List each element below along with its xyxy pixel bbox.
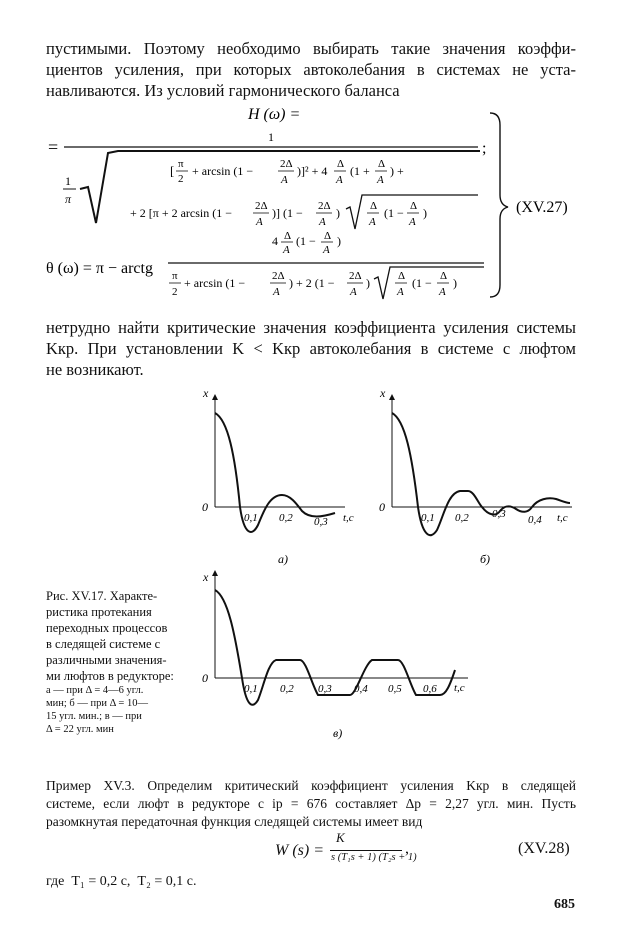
- caption-line: ми люфтов в редукторе:: [46, 669, 174, 683]
- caption-line: различными значения-: [46, 653, 167, 667]
- svg-text:A: A: [377, 174, 384, 186]
- svg-text:2Δ: 2Δ: [255, 200, 268, 212]
- subfigure-label-c: в): [333, 726, 343, 740]
- svg-text:2Δ: 2Δ: [318, 200, 331, 212]
- caption-line: ристика протекания: [46, 605, 152, 619]
- theta-omega-label: θ (ω) = π − arctg: [46, 260, 153, 277]
- x-axis-label: t,c: [454, 682, 465, 694]
- response-curve-a: [215, 413, 335, 532]
- tick-label: 0,4: [354, 683, 368, 695]
- svg-text:2Δ: 2Δ: [272, 270, 285, 282]
- svg-text:2: 2: [172, 286, 178, 298]
- plot-a: [202, 386, 354, 566]
- svg-text:2Δ: 2Δ: [280, 158, 293, 170]
- x-axis-label: t,c: [343, 512, 354, 524]
- svg-text:A: A: [256, 216, 263, 228]
- svg-text:1: 1: [268, 130, 274, 144]
- zero-label: 0: [202, 671, 208, 685]
- svg-text:Δ: Δ: [398, 270, 406, 282]
- intro-paragraph: [46, 38, 576, 101]
- tick-label: 0,3: [492, 508, 506, 520]
- text-line: пустимыми. Поэтому необходимо выбирать такие значения коэффи-: [46, 39, 576, 58]
- svg-text:+ arcsin (1 −: + arcsin (1 −: [184, 276, 246, 290]
- svg-text:4: 4: [272, 234, 278, 248]
- svg-text:A: A: [409, 216, 416, 228]
- caption-line: в следящей системе с: [46, 637, 161, 651]
- svg-text:Δ: Δ: [410, 200, 418, 212]
- caption-line: переходных процессов: [46, 621, 168, 635]
- caption-note: Δ = 22 угл. мин: [46, 724, 114, 735]
- where-line: где T₁ = 0,2 с, T₂ = 0,1 с.: [46, 874, 197, 889]
- page-number: 685: [554, 897, 575, 912]
- text-line: не возникают.: [46, 360, 144, 379]
- svg-text:)] (1 −: )] (1 −: [272, 206, 303, 220]
- after-paragraph: [46, 317, 576, 380]
- equation-number-xv27: (XV.27): [516, 199, 568, 216]
- y-axis-label: x: [203, 386, 209, 400]
- svg-text:;: ;: [482, 140, 487, 157]
- text-line: нетрудно найти критические значения коэффициента усиления системы: [46, 318, 576, 337]
- svg-text:A: A: [350, 286, 357, 298]
- text-line: разомкнутая передаточная функция следящей системы имеет вид: [46, 814, 423, 829]
- eq28-denominator: s (T₁s + 1) (T₂s + 1): [331, 852, 417, 863]
- tick-label: 0,3: [314, 516, 328, 528]
- svg-text:A: A: [397, 286, 404, 298]
- example-paragraph: [46, 777, 576, 831]
- plot-b: [379, 386, 572, 566]
- svg-text:) +: ) +: [390, 164, 404, 178]
- svg-text:A: A: [283, 244, 290, 256]
- figure-caption: [46, 588, 196, 736]
- svg-text:+ arcsin (1 −: + arcsin (1 −: [192, 164, 254, 178]
- svg-text:A: A: [319, 216, 326, 228]
- tick-label: 0,1: [244, 512, 258, 524]
- tick-label: 0,2: [455, 512, 469, 524]
- svg-text:π: π: [172, 270, 178, 282]
- svg-text:=: =: [48, 137, 59, 157]
- tick-label: 0,4: [528, 514, 542, 526]
- svg-text:π: π: [65, 192, 72, 206]
- zero-label: 0: [202, 500, 208, 514]
- tick-label: 0,1: [421, 512, 435, 524]
- text-line: Kкр. При установлении K < Kкр автоколебания в системе с люфтом: [46, 339, 576, 358]
- svg-text:A: A: [439, 286, 446, 298]
- text-line: Пример XV.3. Определим критический коэффициент усиления Kкр в следящей: [46, 778, 576, 793]
- svg-text:Δ: Δ: [284, 230, 292, 242]
- svg-text:(1 −: (1 −: [384, 206, 404, 220]
- eq28-lhs: W (s) =: [275, 842, 325, 859]
- svg-text:): ): [337, 234, 341, 248]
- svg-text:+ 2 [π + 2 arcsin (1 −: + 2 [π + 2 arcsin (1 −: [130, 206, 233, 220]
- svg-text:[: [: [170, 163, 175, 178]
- response-curve-b: [392, 413, 570, 535]
- svg-text:1: 1: [65, 174, 71, 188]
- plot-c: [202, 570, 468, 740]
- h-omega-label: H (ω) =: [248, 106, 301, 123]
- y-axis-label: x: [203, 570, 209, 584]
- y-axis-label: x: [380, 386, 386, 400]
- tick-label: 0,6: [423, 683, 437, 695]
- caption-line: Рис. XV.17. Характе-: [46, 589, 158, 603]
- svg-text:A: A: [336, 174, 343, 186]
- svg-text:π: π: [178, 158, 184, 170]
- svg-text:)]² + 4: )]² + 4: [297, 164, 328, 178]
- zero-label: 0: [379, 500, 385, 514]
- eq28-numerator: K: [336, 830, 345, 845]
- text-line: навливаются. Из условий гармонического баланса: [46, 81, 400, 100]
- equation-xv28: W (s) = K s (T₁s + 1) (T₂s + 1) , (XV.28): [275, 830, 570, 863]
- equation-number-xv28: (XV.28): [518, 840, 570, 857]
- tick-label: 0,2: [279, 512, 293, 524]
- svg-text:Δ: Δ: [440, 270, 448, 282]
- svg-text:2: 2: [178, 173, 184, 185]
- svg-text:Δ: Δ: [324, 230, 332, 242]
- svg-text:A: A: [281, 174, 288, 186]
- svg-text:): ): [336, 206, 340, 220]
- tick-label: 0,2: [280, 683, 294, 695]
- text-line: системе, если люфт в редукторе с iр = 676 составляет Δр = 2,27 угл. мин. Пусть: [46, 796, 576, 811]
- tick-label: 0,1: [244, 683, 258, 695]
- subfigure-label-b: б): [480, 552, 491, 566]
- text-line: циентов усиления, при которых автоколебания в системах не уста-: [46, 60, 576, 79]
- svg-text:Δ: Δ: [378, 158, 386, 170]
- svg-text:A: A: [273, 286, 280, 298]
- caption-note: а — при Δ = 4—6 угл.: [46, 685, 144, 696]
- equation-xv27: [0, 105, 620, 305]
- svg-text:A: A: [323, 244, 330, 256]
- svg-text:) + 2 (1 −: ) + 2 (1 −: [289, 276, 335, 290]
- caption-note: 15 угл. мин.; в — при: [46, 711, 142, 722]
- subfigure-label-a: a): [278, 552, 288, 566]
- tick-label: 0,5: [388, 683, 402, 695]
- x-axis-label: t,c: [557, 512, 568, 524]
- svg-text:): ): [366, 276, 370, 290]
- svg-text:): ): [423, 206, 427, 220]
- svg-text:): ): [453, 276, 457, 290]
- svg-text:(1 +: (1 +: [350, 164, 370, 178]
- svg-text:(1 −: (1 −: [412, 276, 432, 290]
- caption-note: мин; б — при Δ = 10—: [46, 698, 148, 709]
- svg-text:Δ: Δ: [337, 158, 345, 170]
- svg-text:2Δ: 2Δ: [349, 270, 362, 282]
- svg-text:A: A: [369, 216, 376, 228]
- svg-text:Δ: Δ: [370, 200, 378, 212]
- svg-text:(1 −: (1 −: [296, 234, 316, 248]
- tick-label: 0,3: [318, 683, 332, 695]
